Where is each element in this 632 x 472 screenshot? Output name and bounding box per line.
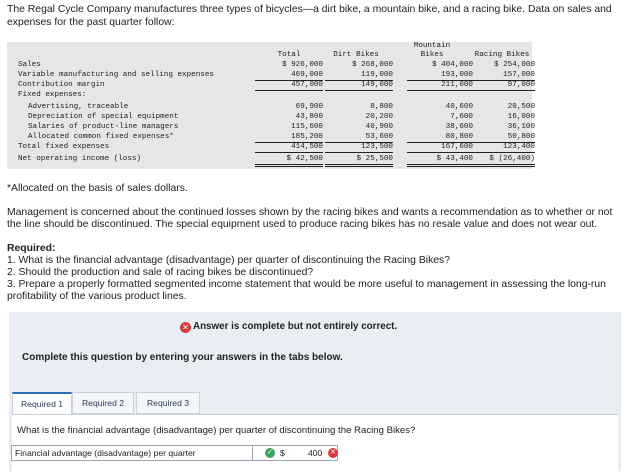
header-mountain-bikes: Mountain Bikes: [413, 42, 451, 59]
answer-status: ✕ Answer is complete but not entirely correct.: [180, 321, 397, 333]
footnote: *Allocated on the basis of sales dollars.: [7, 183, 188, 194]
question-text: What is the financial advantage (disadvantage) per quarter of discontinuing the Racing Bikes?: [17, 425, 416, 436]
table-row: Net operating income (loss) $ 42,500 $ 25,500 $ 43,400 $ (26,400): [7, 154, 532, 164]
table-row: Sales $ 926,000 $ 268,000 $ 404,000 $ 254,000: [18, 61, 535, 69]
divider: [252, 446, 253, 460]
table-row: Fixed expenses:: [18, 91, 87, 99]
required-title: Required:: [7, 243, 56, 254]
tab-required-2[interactable]: Required 2: [72, 392, 134, 414]
instructions: Complete this question by entering your answers in the tabs below.: [22, 352, 343, 363]
table-row: Contribution margin 457,000 149,000 211,000 97,000: [18, 81, 535, 89]
header-total: Total: [277, 51, 301, 59]
tab-required-1[interactable]: Required 1: [12, 392, 72, 415]
currency-symbol: $: [280, 448, 285, 458]
header-dirt-bikes: Dirt Bikes: [333, 51, 379, 59]
answer-input[interactable]: 400: [308, 448, 323, 458]
required-item-1: 1. What is the financial advantage (disadvantage) per quarter of discontinuing the Racing Bikes?: [7, 255, 451, 266]
tab-required-3[interactable]: Required 3: [136, 392, 200, 414]
header-racing-bikes: Racing Bikes: [474, 51, 530, 59]
problem-intro: The Regal Cycle Company manufactures three types of bicycles—a dirt bike, a mountain bike, and a racing bike. Data on sales and expenses for the past quarter follow:: [7, 4, 612, 28]
table-row: Salaries of product-line managers 115,600 40,900 38,600 36,100: [28, 123, 535, 131]
table-row: Advertising, traceable 69,900 8,800 40,600 20,500: [28, 103, 535, 111]
table-row: Depreciation of special equipment 43,800 20,200 7,600 16,000: [28, 113, 535, 121]
required-item-2: 2. Should the production and sale of racing bikes be discontinued?: [7, 267, 314, 278]
incorrect-icon: ✕: [328, 448, 338, 458]
financial-table: [7, 42, 535, 169]
error-icon: ✕: [180, 322, 191, 333]
table-row: Allocated common fixed expenses* 185,200 53,600 80,800 50,800: [28, 133, 535, 141]
question-card: [12, 414, 618, 472]
concern-paragraph: Management is concerned about the continued losses shown by the racing bikes and wants a recommendation as to whether or not the line should be discontinued. The special equipment used to produce racing bikes has no resale value and does not wear out.: [7, 207, 613, 230]
check-icon: ✓: [265, 448, 275, 458]
table-row: Variable manufacturing and selling expenses 469,000 119,000 193,000 157,000: [18, 71, 535, 79]
answer-row: [11, 445, 338, 461]
required-item-3: 3. Prepare a properly formatted segmented income statement that would be more useful to management in assessing the long-run profitability of the various product lines.: [7, 279, 606, 302]
answer-label: Financial advantage (disadvantage) per quarter: [15, 448, 196, 458]
table-row: Total fixed expenses 414,500 123,500 167,600 123,400: [18, 143, 535, 151]
